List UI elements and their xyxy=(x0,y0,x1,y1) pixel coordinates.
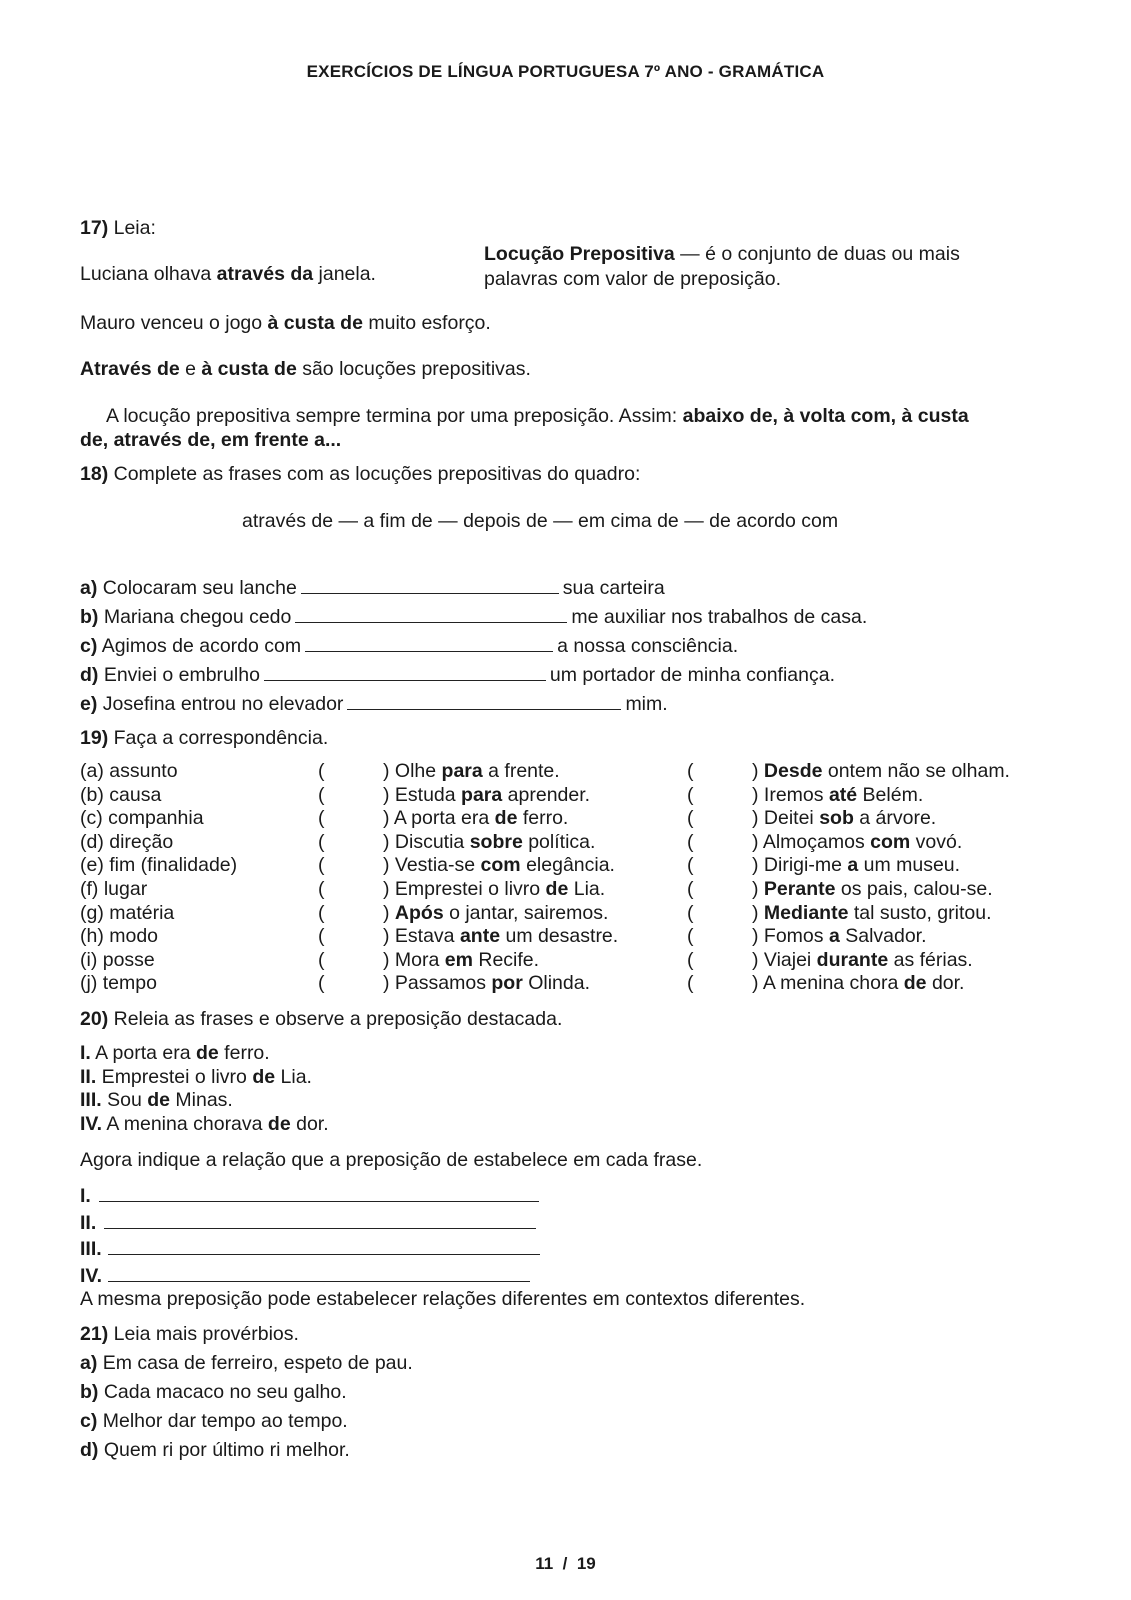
q18-number: 18) xyxy=(80,463,109,485)
current-page: 11 xyxy=(535,1554,554,1573)
open-paren[interactable]: ( xyxy=(687,877,694,900)
item-post: a nossa consciência. xyxy=(557,635,739,657)
sentence: ) Dirigi-me a um museu. xyxy=(752,854,961,877)
q18-item-c xyxy=(80,632,738,658)
roman-sentence: IV. A menina chorava de dor. xyxy=(80,1112,329,1135)
sentence: ) Viajei durante as férias. xyxy=(752,948,973,971)
q21-item-b: b) Cada macaco no seu galho. xyxy=(80,1381,347,1403)
summary-post: são locuções prepositivas. xyxy=(296,358,531,380)
answer-blank[interactable] xyxy=(347,690,621,710)
note-bold1: abaixo de, à volta com, à custa xyxy=(682,405,969,427)
sentence: ) Perante os pais, calou-se. xyxy=(752,877,993,900)
q17-number: 17) xyxy=(80,217,109,239)
q19-col2-parens xyxy=(687,760,694,996)
item-pre: Colocaram seu lanche xyxy=(102,577,297,599)
sentence: ) Discutia sobre política. xyxy=(383,830,596,853)
q20-number: 20) xyxy=(80,1008,109,1030)
open-paren[interactable]: ( xyxy=(318,760,325,782)
open-paren[interactable]: ( xyxy=(318,925,325,948)
sentence: ) Iremos até Belém. xyxy=(752,783,924,806)
answer-line: IV. xyxy=(80,1262,544,1289)
sentence: ) Passamos por Olinda. xyxy=(383,972,590,995)
roman-sentence: III. Sou de Minas. xyxy=(80,1089,233,1112)
q18-item-a xyxy=(80,574,665,600)
item-post: um portador de minha confiança. xyxy=(549,664,836,686)
answer-blank[interactable] xyxy=(264,661,546,681)
item-post: me auxiliar nos trabalhos de casa. xyxy=(571,606,868,628)
open-paren[interactable]: ( xyxy=(318,901,325,924)
q18-item-e xyxy=(80,690,668,716)
q21-item-d: d) Quem ri por último ri melhor. xyxy=(80,1439,350,1461)
answer-line: II. xyxy=(80,1209,544,1236)
q19-col2-sentences xyxy=(752,760,1010,996)
category-item: (g) matéria xyxy=(80,901,175,924)
q17-intro xyxy=(80,216,156,240)
definition-term: Locução Prepositiva xyxy=(484,243,675,265)
answer-blank[interactable] xyxy=(108,1262,530,1282)
open-paren[interactable]: ( xyxy=(318,854,325,877)
page-header: EXERCÍCIOS DE LÍNGUA PORTUGUESA 7º ANO - GRAMÁTICA xyxy=(306,62,825,81)
ex1-pre: Luciana olhava xyxy=(80,263,217,285)
category-item: (i) posse xyxy=(80,948,155,971)
category-item: (h) modo xyxy=(80,925,159,948)
open-paren[interactable]: ( xyxy=(318,783,325,806)
answer-line: III. xyxy=(80,1235,544,1262)
q18-item-b xyxy=(80,603,867,629)
sentence: ) Desde ontem não se olham. xyxy=(752,760,1010,782)
category-item: (e) fim (finalidade) xyxy=(80,854,238,877)
open-paren[interactable]: ( xyxy=(318,877,325,900)
q21-intro-text: Leia mais provérbios. xyxy=(113,1323,299,1345)
open-paren[interactable]: ( xyxy=(687,854,694,877)
note-pre: A locução prepositiva sempre termina por uma preposição. Assim: xyxy=(106,405,683,427)
roman-sentence: I. A porta era de ferro. xyxy=(80,1042,270,1064)
category-item: (a) assunto xyxy=(80,760,178,782)
open-paren[interactable]: ( xyxy=(318,830,325,853)
sentence: ) Deitei sob a árvore. xyxy=(752,807,937,830)
q20-intro-text: Releia as frases e observe a preposição destacada. xyxy=(113,1008,563,1030)
sentence: ) Estuda para aprender. xyxy=(383,783,591,806)
sentence: ) Almoçamos com vovó. xyxy=(752,830,963,853)
q19-number: 19) xyxy=(80,727,109,749)
sentence: ) Olhe para a frente. xyxy=(383,760,560,782)
total-pages: 19 xyxy=(576,1554,596,1573)
sentence: ) Mediante tal susto, gritou. xyxy=(752,901,992,924)
sentence: ) A menina chora de dor. xyxy=(752,972,965,995)
item-pre: Mariana chegou cedo xyxy=(103,606,292,628)
item-letter: a) xyxy=(80,577,98,599)
definition-line1: — é o conjunto de duas ou mais xyxy=(674,243,960,265)
item-letter: c) xyxy=(80,635,98,657)
sentence: ) A porta era de ferro. xyxy=(383,807,569,830)
sentence: ) Estava ante um desastre. xyxy=(383,925,619,948)
category-item: (f) lugar xyxy=(80,877,148,900)
q19-intro-text: Faça a correspondência. xyxy=(113,727,329,749)
category-item: (b) causa xyxy=(80,783,162,806)
q21-item-c: c) Melhor dar tempo ao tempo. xyxy=(80,1410,348,1432)
open-paren[interactable]: ( xyxy=(687,760,694,782)
q17-note-line1 xyxy=(106,404,969,428)
answer-blank[interactable] xyxy=(301,574,559,594)
answer-blank[interactable] xyxy=(305,632,553,652)
open-paren[interactable]: ( xyxy=(687,807,694,830)
category-item: (d) direção xyxy=(80,830,174,853)
q20-intro xyxy=(80,1007,562,1031)
summary-b2: à custa de xyxy=(201,358,297,380)
sentence: ) Após o jantar, sairemos. xyxy=(383,901,609,924)
ex2-pre: Mauro venceu o jogo xyxy=(80,312,268,334)
q17-example-2 xyxy=(80,311,491,335)
q17-example-1 xyxy=(80,262,376,286)
q17-summary xyxy=(80,357,531,381)
q21-intro xyxy=(80,1322,299,1346)
open-paren[interactable]: ( xyxy=(687,901,694,924)
definition-line2: palavras com valor de preposição. xyxy=(484,268,781,290)
category-item: (j) tempo xyxy=(80,972,157,995)
q19-categories xyxy=(80,760,237,996)
item-letter: d) xyxy=(80,664,99,686)
answer-blank[interactable] xyxy=(108,1235,540,1255)
item-pre: Agimos de acordo com xyxy=(101,635,302,657)
sentence: ) Vestia-se com elegância. xyxy=(383,854,615,877)
q21-item-a: a) Em casa de ferreiro, espeto de pau. xyxy=(80,1352,413,1374)
answer-line: I. xyxy=(80,1182,544,1209)
open-paren[interactable]: ( xyxy=(318,972,325,995)
answer-blank[interactable] xyxy=(104,1209,536,1229)
open-paren[interactable]: ( xyxy=(687,972,694,995)
sentence: ) Fomos a Salvador. xyxy=(752,925,927,948)
note-bold2: de, através de, em frente a... xyxy=(80,429,342,451)
page-number xyxy=(0,1554,1131,1574)
item-post: mim. xyxy=(625,693,668,715)
category-item: (c) companhia xyxy=(80,807,204,830)
q21-number: 21) xyxy=(80,1323,109,1345)
q20-answer-lines xyxy=(80,1182,544,1288)
summary-mid: e xyxy=(179,358,202,380)
summary-b1: Através de xyxy=(80,358,180,380)
answer-blank[interactable] xyxy=(295,603,567,623)
open-paren[interactable]: ( xyxy=(687,948,694,971)
page-sep: / xyxy=(562,1554,568,1573)
open-paren[interactable]: ( xyxy=(687,830,694,853)
q18-intro xyxy=(80,462,640,486)
ex1-bold: através da xyxy=(216,263,314,285)
ex2-bold: à custa de xyxy=(267,312,363,334)
item-letter: b) xyxy=(80,606,99,628)
open-paren[interactable]: ( xyxy=(687,783,694,806)
q18-word-box: através de — a fim de — depois de — em cima de — de acordo com xyxy=(242,510,839,532)
q18-intro-text: Complete as frases com as locuções prepositivas do quadro: xyxy=(113,463,641,485)
item-post: sua carteira xyxy=(562,577,665,599)
q18-item-d xyxy=(80,661,835,687)
ex2-post: muito esforço. xyxy=(362,312,491,334)
q19-col1-sentences xyxy=(383,760,618,996)
item-letter: e) xyxy=(80,693,98,715)
open-paren[interactable]: ( xyxy=(318,807,325,830)
q20-closing: A mesma preposição pode estabelecer relações diferentes em contextos diferentes. xyxy=(80,1288,806,1310)
q20-sentences xyxy=(80,1042,329,1136)
sentence: ) Mora em Recife. xyxy=(383,948,540,971)
q17-intro-text: Leia: xyxy=(113,217,156,239)
definition-box xyxy=(484,242,960,266)
open-paren[interactable]: ( xyxy=(687,925,694,948)
item-pre: Enviei o embrulho xyxy=(103,664,260,686)
open-paren[interactable]: ( xyxy=(318,948,325,971)
q19-col1-parens xyxy=(318,760,325,996)
sentence: ) Emprestei o livro de Lia. xyxy=(383,877,606,900)
q20-instruction: Agora indique a relação que a preposição de estabelece em cada frase. xyxy=(80,1149,703,1171)
q17-note-line2 xyxy=(80,428,341,452)
roman-sentence: II. Emprestei o livro de Lia. xyxy=(80,1065,312,1088)
ex1-post: janela. xyxy=(313,263,376,285)
q19-intro xyxy=(80,726,328,750)
item-pre: Josefina entrou no elevador xyxy=(102,693,344,715)
answer-blank[interactable] xyxy=(99,1182,539,1202)
